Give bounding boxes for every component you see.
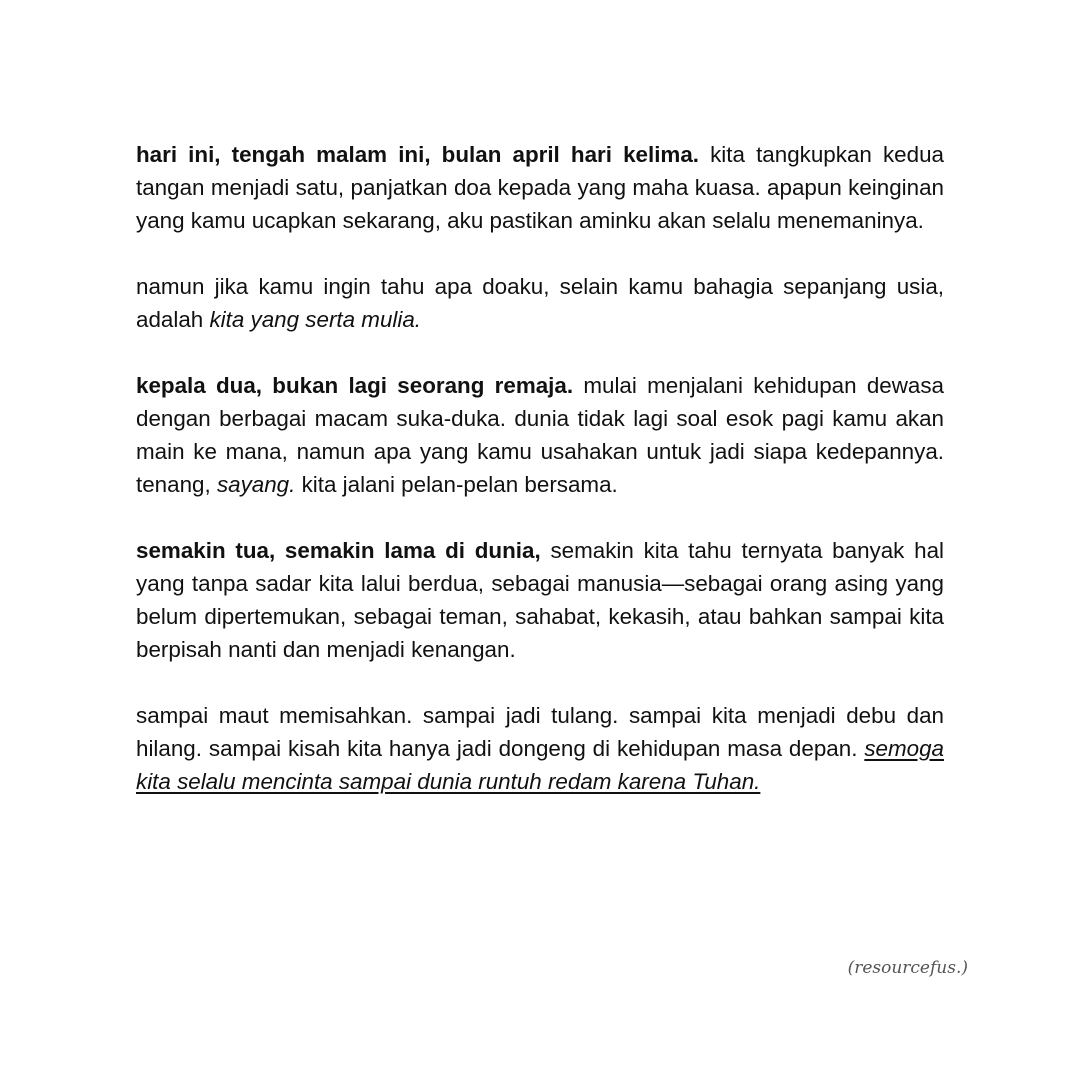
paragraph-1: [136, 138, 944, 237]
paragraph-4-bold-lead: semakin tua, semakin lama di dunia,: [136, 538, 541, 563]
paragraph-1-bold-lead: hari ini, tengah malam ini, bulan april hari kelima.: [136, 142, 699, 167]
paragraph-5-underlined-italic: semoga kita selalu mencinta sampai dunia runtuh redam karena Tuhan.: [136, 736, 944, 794]
paragraph-3-text-after: kita jalani pelan-pelan bersama.: [295, 472, 618, 497]
paragraph-5-text: sampai maut memisahkan. sampai jadi tulang. sampai kita menjadi debu dan hilang. sampai kisah kita hanya jadi dongeng di kehidupan masa depan.: [136, 703, 944, 761]
paragraph-5: [136, 699, 944, 798]
paragraph-3: [136, 369, 944, 501]
paragraph-2-italic: kita yang serta mulia.: [209, 307, 422, 332]
paragraph-2-text: namun jika kamu ingin tahu apa doaku, selain kamu bahagia sepanjang usia, adalah: [136, 274, 944, 332]
paragraph-4-text: semakin kita tahu ternyata banyak hal yang tanpa sadar kita lalui berdua, sebagai manusia—sebagai orang asing yang belum dipertemukan, sebagai teman, sahabat, kekasih, atau bahkan sampai kita berpisah nanti dan menjadi kenangan.: [136, 538, 944, 662]
paragraph-3-text: mulai menjalani kehidupan dewasa dengan berbagai macam suka-duka. dunia tidak lagi soal esok pagi kamu akan main ke mana, namun apa yang kamu usahakan untuk jadi siapa kedepannya. tenang,: [136, 373, 945, 497]
paragraph-4: [136, 534, 944, 666]
paragraph-3-italic: sayang.: [216, 472, 296, 497]
letter-body: [136, 138, 944, 831]
paragraph-1-text: kita tangkupkan kedua tangan menjadi satu, panjatkan doa kepada yang maha kuasa. apapun keinginan yang kamu ucapkan sekarang, aku pastikan aminku akan selalu menemaninya.: [136, 142, 944, 233]
paragraph-3-bold-lead: kepala dua, bukan lagi seorang remaja.: [136, 373, 574, 398]
paragraph-2: [136, 270, 944, 336]
signature: (resourcefus.): [847, 958, 968, 978]
